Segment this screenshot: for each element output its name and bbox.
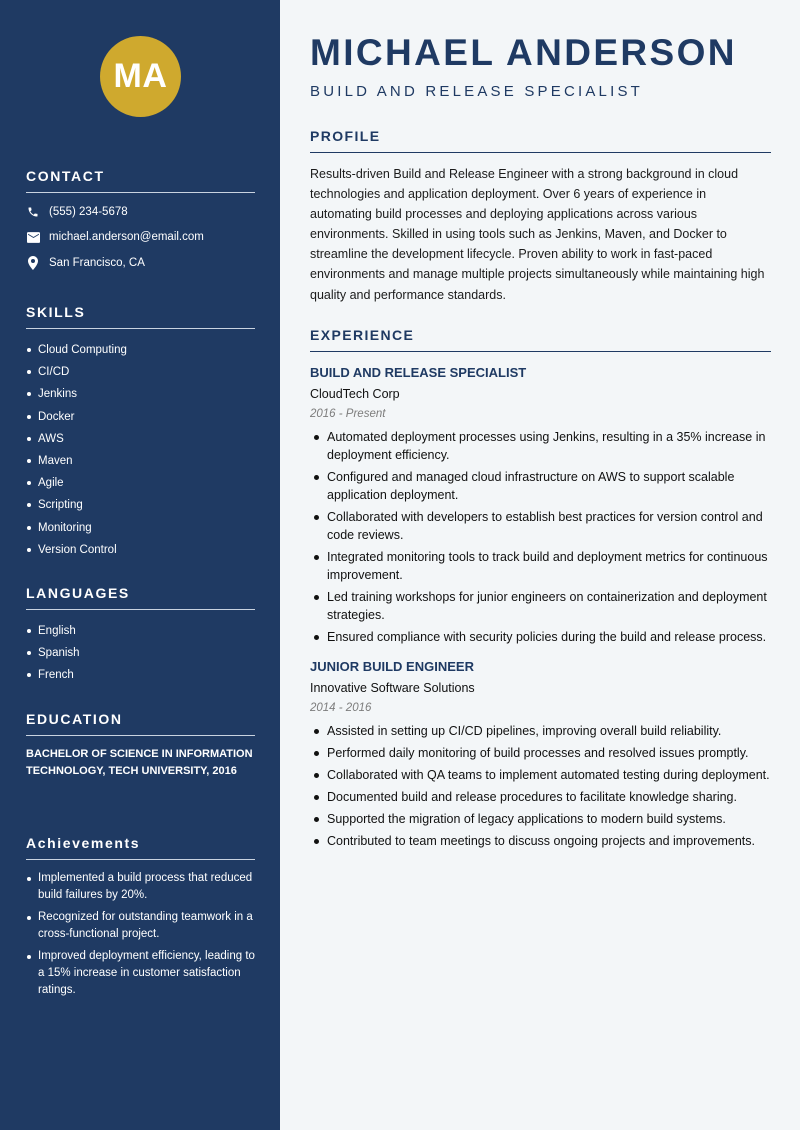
achievement-item: Recognized for outstanding teamwork in a cross-functional project. [26,909,255,943]
contact-heading: CONTACT [26,168,255,193]
job-bullet: Supported the migration of legacy applications to modern build systems. [310,810,771,828]
job-bullet: Led training workshops for junior engineers on containerization and deployment strategies. [310,588,771,624]
language-item: Spanish [26,642,255,664]
job-bullet: Contributed to team meetings to discuss ongoing projects and improvements. [310,832,771,850]
job-title: JUNIOR BUILD ENGINEER [310,659,474,674]
skill-item: AWS [26,428,255,450]
phone-text: (555) 234-5678 [49,205,128,218]
skill-item: Agile [26,472,255,494]
skill-item: Version Control [26,539,255,561]
skill-item: Scripting [26,494,255,516]
contact-phone [26,199,255,225]
achievement-item: Implemented a build process that reduced build failures by 20%. [26,870,255,904]
job-bullet: Integrated monitoring tools to track build and deployment metrics for continuous improvement. [310,548,771,584]
education-degree: BACHELOR OF SCIENCE IN INFORMATION TECHNOLOGY, TECH UNIVERSITY, 2016 [26,748,253,777]
education-heading: EDUCATION [26,711,255,736]
job-entry [310,365,771,646]
phone-icon [26,205,40,219]
experience-heading: EXPERIENCE [310,327,771,352]
skill-item: CI/CD [26,361,255,383]
job-bullet: Collaborated with QA teams to implement automated testing during deployment. [310,766,771,784]
skill-item: Cloud Computing [26,339,255,361]
job-bullets [310,428,771,646]
job-bullet: Configured and managed cloud infrastructure on AWS to support scalable application deployment. [310,468,771,504]
job-bullet: Automated deployment processes using Jenkins, resulting in a 35% increase in deployment efficiency. [310,428,771,464]
job-bullets [310,722,771,850]
job-dates: 2016 - Present [310,408,386,420]
job-bullet: Documented build and release procedures to facilitate knowledge sharing. [310,788,771,806]
job-bullet: Collaborated with developers to establish best practices for version control and code reviews. [310,508,771,544]
job-bullet: Performed daily monitoring of build processes and resolved issues promptly. [310,744,771,762]
languages-list [26,620,255,687]
achievements-section [26,835,255,1004]
language-item: French [26,664,255,686]
job-company: Innovative Software Solutions [310,681,475,695]
candidate-title: BUILD AND RELEASE SPECIALIST [310,83,644,100]
profile-text: Results-driven Build and Release Engineer with a strong background in cloud technologies and application deployment. Over 6 years of experience in automating build processes and deploying applications across various environments. Skilled in using tools such as Jenkins, Maven, and Docker to streamline the development lifecycle. Proven ability to work in fast-paced environments and manage multiple projects simultaneously while maintaining high quality and performance standards. [310,167,765,302]
contact-location [26,250,255,276]
languages-heading: LANGUAGES [26,585,255,610]
skills-heading: SKILLS [26,304,255,329]
email-text[interactable]: michael.anderson@email.com [49,231,204,244]
skills-section [26,304,255,561]
skill-item: Jenkins [26,383,255,405]
education-section [26,711,255,780]
achievements-list [26,870,255,999]
skills-list [26,339,255,561]
avatar: MA [100,36,181,117]
skill-item: Monitoring [26,517,255,539]
profile-section [310,128,771,305]
location-pin-icon [26,256,40,270]
sidebar [0,0,280,1130]
email-icon [26,230,40,244]
profile-heading: PROFILE [310,128,771,153]
job-bullet: Assisted in setting up CI/CD pipelines, improving overall build reliability. [310,722,771,740]
languages-section [26,585,255,687]
skill-item: Maven [26,450,255,472]
job-dates: 2014 - 2016 [310,702,372,714]
location-text: San Francisco, CA [49,256,145,269]
achievement-item: Improved deployment efficiency, leading to a 15% increase in customer satisfaction ratings. [26,948,255,999]
contact-section [26,168,255,276]
candidate-name: MICHAEL ANDERSON [310,32,737,73]
job-bullet: Ensured compliance with security policies during the build and release process. [310,628,771,646]
job-company: CloudTech Corp [310,387,400,401]
achievements-heading: Achievements [26,835,255,860]
experience-section [310,327,771,854]
contact-email [26,225,255,251]
job-entry [310,659,771,850]
language-item: English [26,620,255,642]
skill-item: Docker [26,406,255,428]
job-title: BUILD AND RELEASE SPECIALIST [310,365,527,380]
